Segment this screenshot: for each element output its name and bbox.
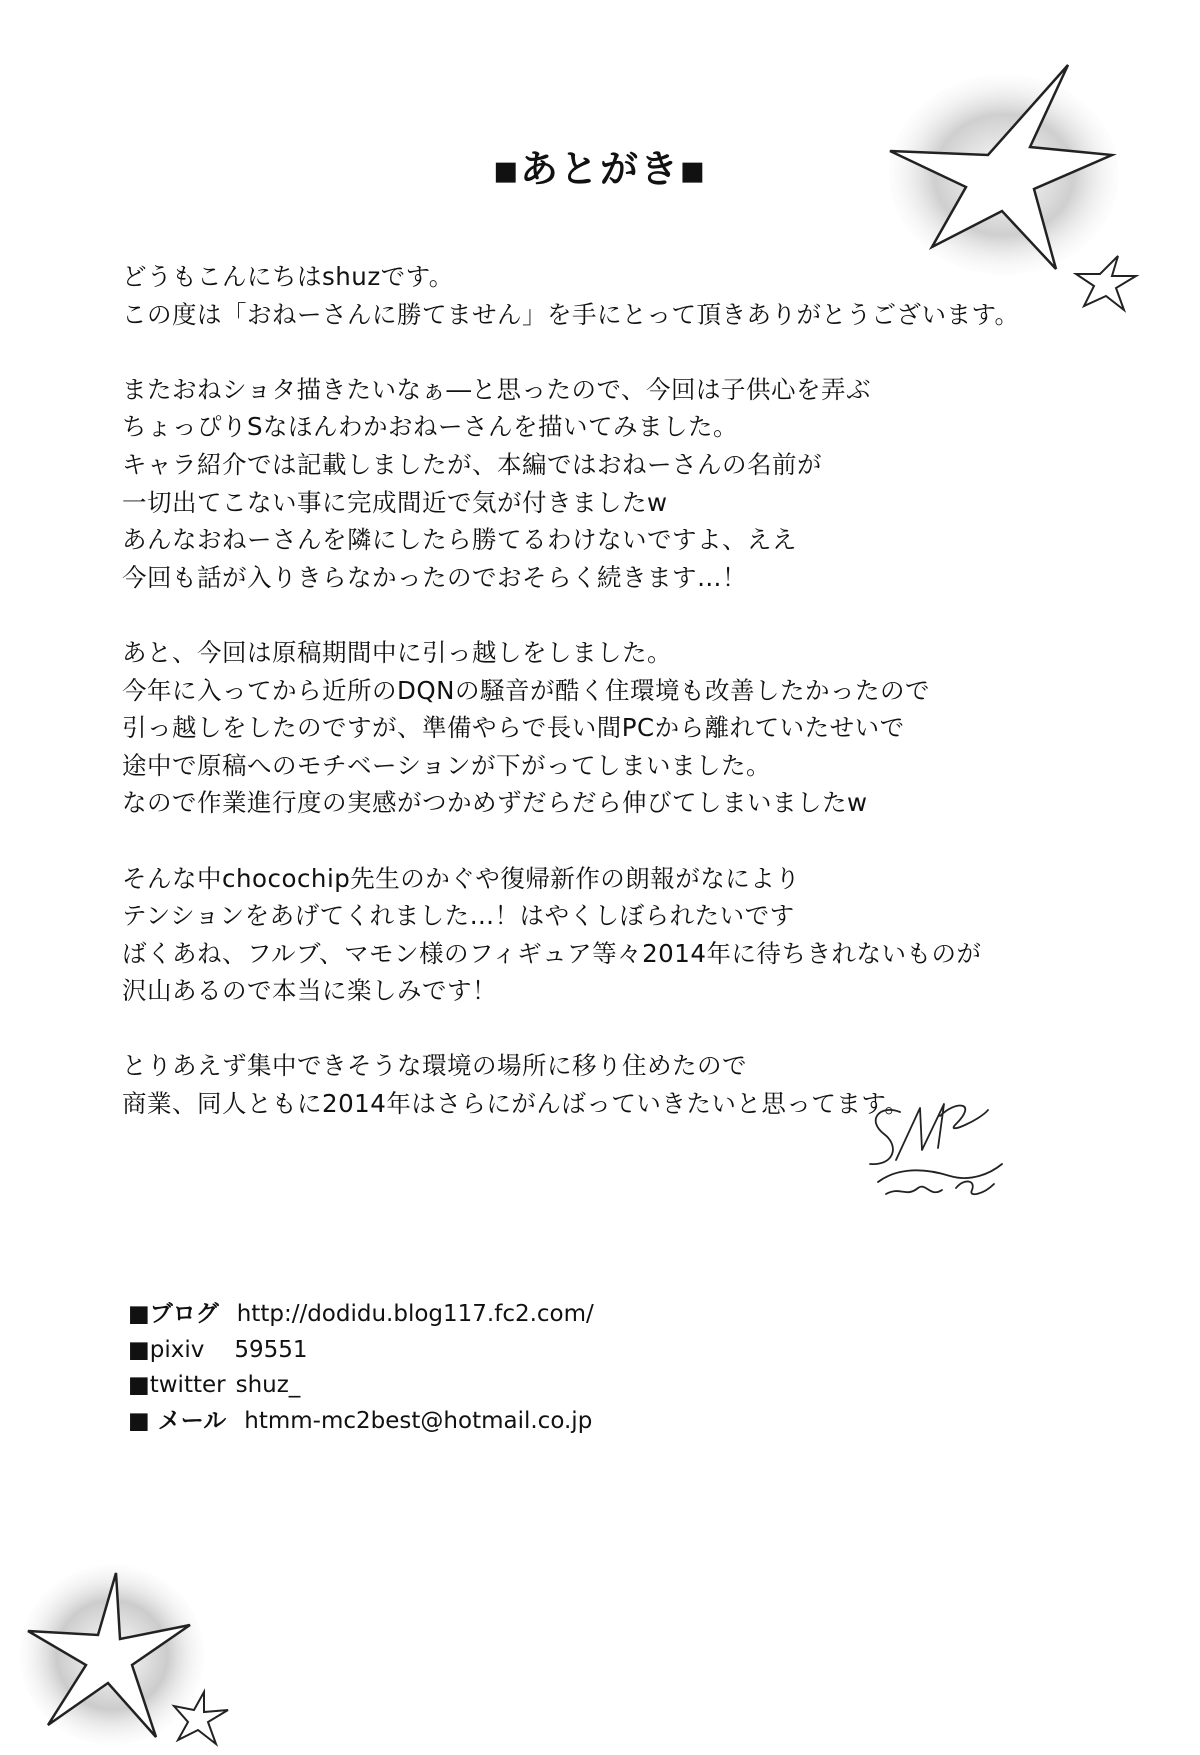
- text-line: あんなおねーさんを隣にしたら勝てるわけないですよ、ええ: [122, 525, 797, 555]
- contact-pixiv: [128, 1333, 828, 1369]
- contact-label: ■ メール: [128, 1407, 227, 1434]
- title-marker-right: ■: [680, 156, 707, 187]
- text-line: 沢山あるので本当に楽しみです！: [122, 976, 497, 1006]
- text-line: 引っ越しをしたのですが、準備やらで長い間PCから離れていたせいで: [122, 713, 905, 743]
- text-line: なので作業進行度の実感がつかめずだらだら伸びてしまいましたw: [122, 788, 868, 818]
- mail-address[interactable]: htmm-mc2best@hotmail.co.jp: [244, 1407, 593, 1434]
- text-line: どうもこんにちはshuzです。: [122, 262, 454, 291]
- afterword-body: [122, 258, 1082, 1123]
- contact-mail: [128, 1404, 828, 1440]
- text-line: あと、今回は原稿期間中に引っ越しをしました。: [122, 637, 672, 667]
- text-line: この度は「おねーさんに勝てません」を手にとって頂きありがとうございます。: [122, 299, 1020, 329]
- contact-label: ■pixiv: [128, 1336, 205, 1363]
- text-line: またおねショタ描きたいなぁ―と思ったので、今回は子供心を弄ぶ: [122, 374, 872, 404]
- blog-url[interactable]: http://dodidu.blog117.fc2.com/: [236, 1301, 594, 1327]
- paragraph-news: [122, 860, 1082, 1010]
- contact-blog: [128, 1297, 828, 1333]
- text-line: テンションをあげてくれました…！はやくしぼられたいです: [122, 901, 795, 931]
- text-line: 今回も話が入りきらなかったのでおそらく続きます…！: [122, 562, 747, 592]
- text-line: そんな中chocochip先生のかぐや復帰新作の朗報がなにより: [122, 863, 801, 893]
- text-line: 商業、同人ともに2014年はさらにがんばっていきたいと思ってます。: [122, 1089, 910, 1119]
- pixiv-id: 59551: [234, 1336, 308, 1363]
- signature: [860, 1090, 1010, 1210]
- text-line: 途中で原稿へのモチベーションが下がってしまいました。: [122, 750, 772, 780]
- text-line: ちょっぴりSなほんわかおねーさんを描いてみました。: [122, 412, 739, 442]
- contact-label: ■twitter: [128, 1372, 226, 1398]
- title-marker-left: ■: [493, 156, 520, 187]
- contact-label: ■ブログ: [128, 1301, 219, 1327]
- text-line: ばくあね、フルブ、マモン様のフィギュア等々2014年に待ちきれないものが: [122, 938, 982, 968]
- text-line: 一切出てこない事に完成間近で気が付きましたw: [122, 487, 668, 517]
- paragraph-story: [122, 371, 1082, 597]
- page-title: [0, 138, 1200, 193]
- star-icon: [1072, 252, 1142, 314]
- title-text: あとがき: [519, 147, 680, 191]
- paragraph-moving: [122, 634, 1082, 822]
- text-line: 今年に入ってから近所のDQNの騒音が酷く住環境も改善したかったので: [122, 675, 930, 705]
- star-icon: [170, 1688, 232, 1748]
- text-line: キャラ紹介では記載しましたが、本編ではおねーさんの名前が: [122, 449, 822, 479]
- contact-list: [128, 1297, 828, 1439]
- contact-twitter: [128, 1368, 828, 1404]
- text-line: とりあえず集中できそうな環境の場所に移り住めたので: [122, 1051, 747, 1081]
- paragraph-greeting: [122, 258, 1082, 333]
- twitter-handle: shuz_: [235, 1372, 301, 1398]
